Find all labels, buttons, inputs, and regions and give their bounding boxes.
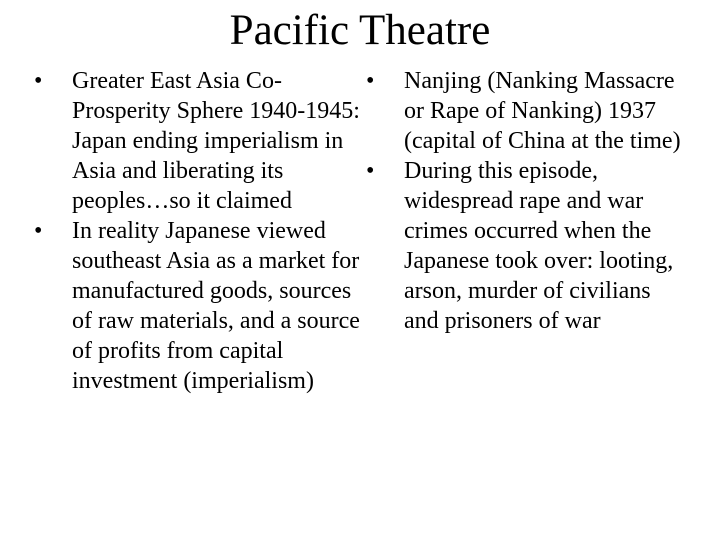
slide-title: Pacific Theatre [229,7,491,54]
bullet-glyph: • [366,68,375,94]
left-bullet-list [34,66,364,396]
bullet-item [34,216,364,396]
bullet-text: Nanjing (Nanking Massacre or Rape of Nanking) 1937 (capital of China at the time) [404,68,681,154]
bullet-glyph: • [34,68,43,94]
right-bullet-list [366,66,684,336]
bullet-glyph: • [34,218,43,244]
bullet-text: During this episode, widespread rape and war crimes occurred when the Japanese took over: looting, arson, murder of civilians and prisoners of war [404,158,674,334]
bullet-item [366,156,684,336]
bullet-glyph: • [366,158,375,184]
bullet-item [366,66,684,156]
bullet-item [34,66,364,216]
bullet-text: In reality Japanese viewed southeast Asia as a market for manufactured goods, sources of raw materials, and a source of profits from capital investment (imperialism) [72,218,360,394]
bullet-text: Greater East Asia Co-Prosperity Sphere 1940-1945: Japan ending imperialism in Asia and liberating its peoples…so it claimed [72,68,360,214]
